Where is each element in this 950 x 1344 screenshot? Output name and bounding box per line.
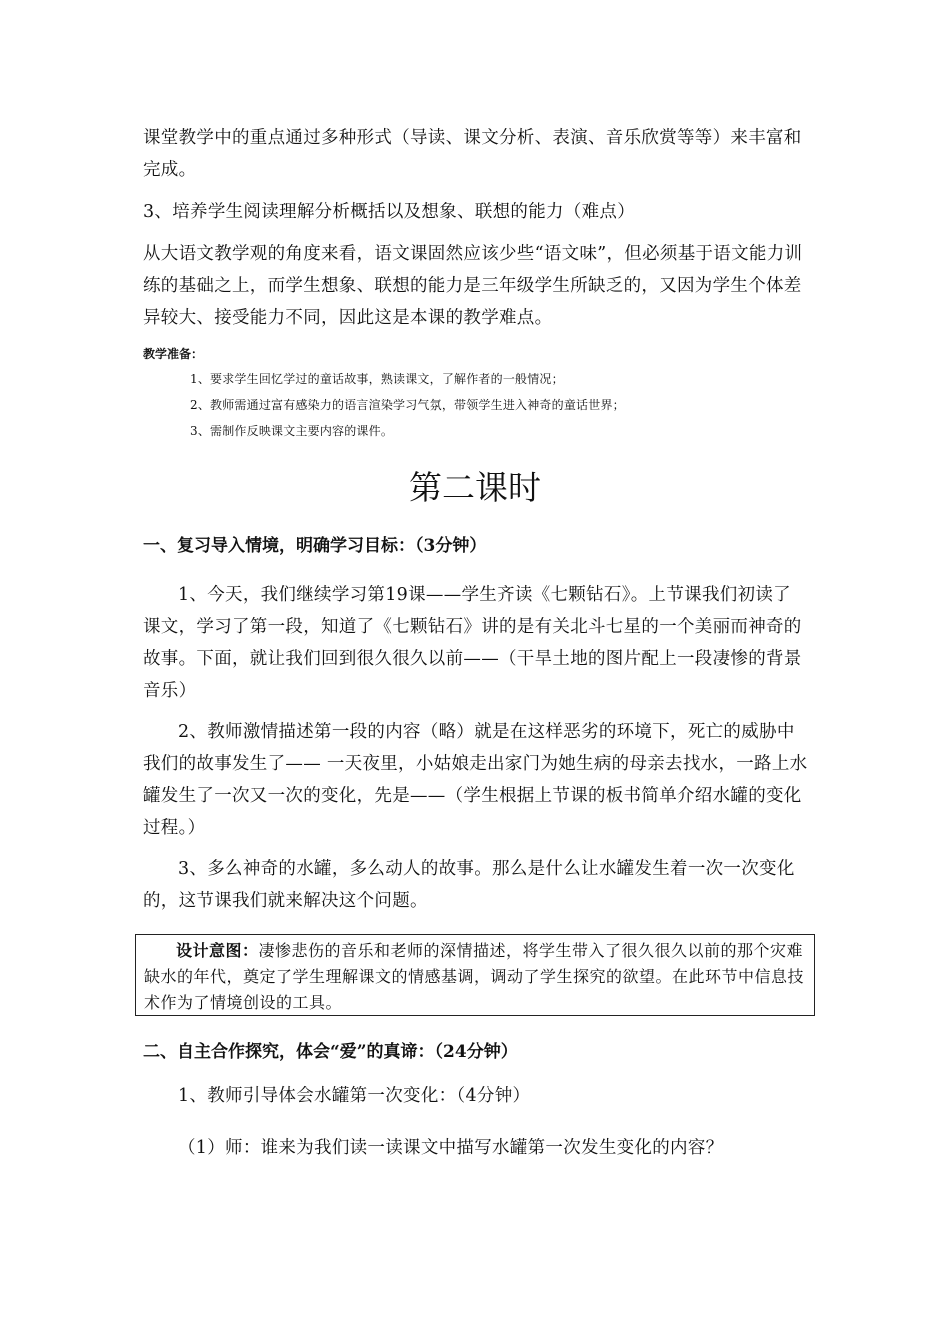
section1-heading: 一、复习导入情境，明确学习目标：（3分钟） <box>143 536 487 556</box>
design-intent-text <box>144 938 808 1016</box>
lesson-title: 第二课时 <box>409 468 541 507</box>
design-intent-label: 设计意图： <box>176 941 259 960</box>
paragraph-top: 课堂教学中的重点通过多种形式（导读、课文分析、表演、音乐欣赏等等）来丰富和完成。 <box>143 128 802 180</box>
design-intent-body: 凄惨悲伤的音乐和老师的深情描述，将学生带入了很久很久以前的那个灾难缺水的年代，奠定了学生理解课文的情感基调，调动了学生探究的欲望。在此环节中信息技术作为了情境创设的工具。 <box>144 941 805 1012</box>
section2-question-1: （1）师：谁来为我们读一读课文中描写水罐第一次发生变化的内容？ <box>178 1138 724 1158</box>
section1-paragraph-1: 1、今天，我们继续学习第19课——学生齐读《七颗钻石》。上节课我们初读了课文，学习了第一段，知道了《七颗钻石》讲的是有关北斗七星的一个美丽而神奇的故事。下面，就让我们回到很久很久以前——（干旱土地的图片配上一段凄惨的背景音乐） <box>143 585 802 701</box>
paragraph-difficulty: 从大语文教学观的角度来看，语文课固然应该少些“语文味”，但必须基于语文能力训练的基础之上，而学生想象、联想的能力是三年级学生所缺乏的，又因为学生个体差异较大、接受能力不同，因此这是本课的教学难点。 <box>143 244 803 328</box>
prep-item: 2、教师需通过富有感染力的语言渲染学习气氛，带领学生进入神奇的童话世界； <box>190 398 625 412</box>
prep-item: 1、要求学生回忆学过的童话故事，熟读课文，了解作者的一般情况； <box>190 372 564 386</box>
prep-item: 3、需制作反映课文主要内容的课件。 <box>190 424 394 438</box>
prep-list <box>190 366 790 444</box>
section2-heading: 二、自主合作探究，体会“爱”的真谛：（24分钟） <box>143 1042 518 1062</box>
section1-paragraph-2: 2、教师激情描述第一段的内容（略）就是在这样恶劣的环境下，死亡的威胁中我们的故事发生了—— 一天夜里，小姑娘走出家门为她生病的母亲去找水，一路上水罐发生了一次又一次的变化，先是——（学生根据上节课的板书简单介绍水罐的变化过程。） <box>143 722 808 838</box>
design-intent-box <box>135 934 815 1016</box>
goal-3: 3、培养学生阅读理解分析概括以及想象、联想的能力（难点） <box>143 202 636 222</box>
section2-sub1: 1、教师引导体会水罐第一次变化：（4分钟） <box>178 1086 531 1106</box>
prep-title: 教学准备： <box>143 347 204 361</box>
section1-paragraph-3: 3、多么神奇的水罐，多么动人的故事。那么是什么让水罐发生着一次一次变化的，这节课我们就来解决这个问题。 <box>143 859 795 911</box>
